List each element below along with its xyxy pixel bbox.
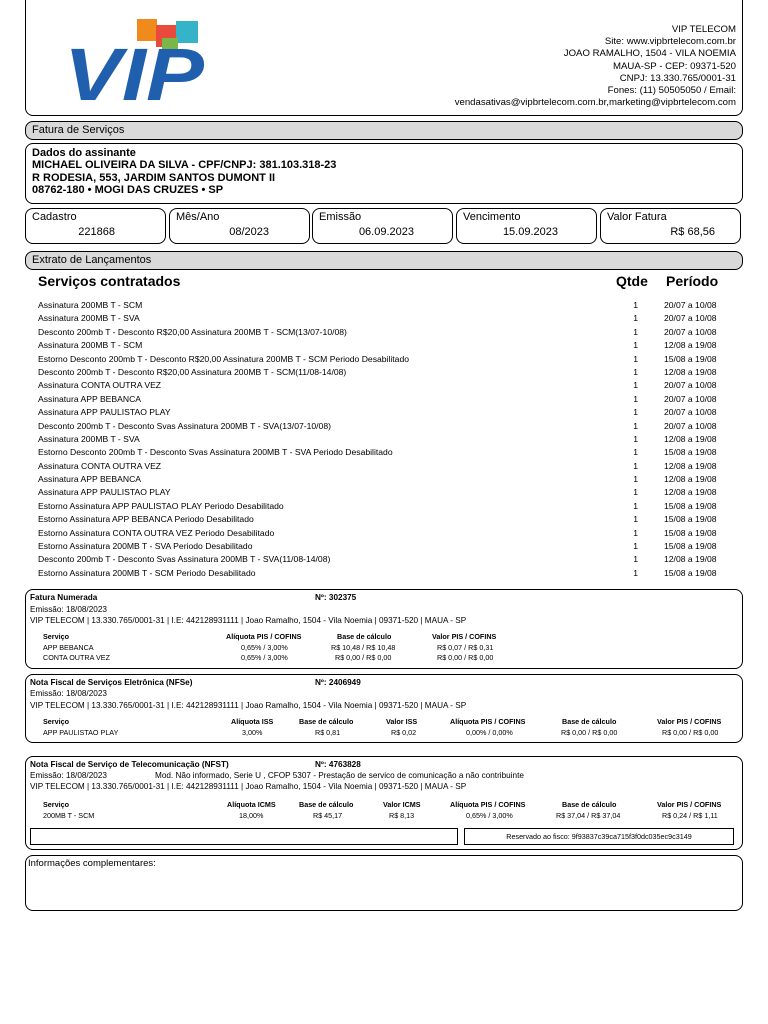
company-name: VIP TELECOM — [671, 24, 736, 35]
summary-label: Mês/Ano — [176, 211, 220, 223]
company-site[interactable]: Site: www.vipbrtelecom.com.br — [604, 36, 736, 48]
cell: R$ 0,00 / R$ 0,00 — [335, 653, 392, 662]
service-row — [38, 433, 728, 446]
info-title: Informações complementares: — [28, 858, 156, 869]
nfse-title: Nota Fiscal de Serviços Eletrônica (NFSe) — [30, 678, 193, 687]
service-row — [38, 567, 728, 580]
service-qty: 1 — [633, 500, 638, 511]
service-period: 20/07 a 10/08 — [664, 393, 717, 404]
service-qty: 1 — [633, 393, 638, 404]
service-qty: 1 — [633, 527, 638, 538]
cell: CONTA OUTRA VEZ — [43, 653, 110, 662]
service-row — [38, 527, 728, 540]
col-header: Valor PIS / COFINS — [657, 717, 722, 726]
cell: 0,65% / 3,00% — [466, 811, 513, 820]
cell: R$ 45,17 — [313, 811, 343, 820]
fatura-numerada-emissao: Emissão: 18/08/2023 — [30, 605, 107, 614]
col-header: Alíquota PIS / COFINS — [226, 632, 302, 641]
nfst-blank-box — [30, 828, 458, 845]
service-period: 15/08 a 19/08 — [664, 447, 717, 458]
cell: R$ 0,07 / R$ 0,31 — [437, 643, 494, 652]
cell: R$ 0,00 / R$ 0,00 — [561, 728, 618, 737]
service-desc: Assinatura APP PAULISTAO PLAY — [38, 407, 171, 418]
fatura-numerada-number: Nº: 302375 — [315, 593, 357, 602]
invoice-section-title: Fatura de Serviços — [25, 121, 743, 140]
nfst-title: Nota Fiscal de Serviço de Telecomunicação (NFST) — [30, 760, 229, 769]
col-header: Base de cálculo — [562, 800, 617, 809]
summary-value: 06.09.2023 — [358, 226, 414, 238]
service-desc: Estorno Desconto 200mb T - Desconto Svas Assinatura 200MB T - SVA Periodo Desabilitado — [38, 447, 393, 458]
service-period: 20/07 a 10/08 — [664, 380, 717, 391]
service-period: 12/08 a 19/08 — [664, 433, 717, 444]
service-qty: 1 — [633, 541, 638, 552]
nfse-box — [25, 674, 743, 743]
statement-section-title: Extrato de Lançamentos — [25, 251, 743, 270]
service-row — [38, 339, 728, 352]
service-row — [38, 500, 728, 513]
col-header: Valor PIS / COFINS — [432, 632, 497, 641]
service-qty: 1 — [633, 340, 638, 351]
service-row — [38, 420, 728, 433]
service-period: 12/08 a 19/08 — [664, 554, 717, 565]
service-row — [38, 446, 728, 459]
service-qty: 1 — [633, 353, 638, 364]
subscriber-city: 08762-180 • MOGI DAS CRUZES • SP — [32, 183, 224, 196]
cell: R$ 8,13 — [389, 811, 415, 820]
nfst-emissao: Emissão: 18/08/2023 — [30, 771, 107, 780]
col-header: Serviço — [43, 800, 69, 809]
service-period: 20/07 a 10/08 — [664, 300, 717, 310]
service-row — [38, 540, 728, 553]
service-qty: 1 — [633, 514, 638, 525]
cell: 18,00% — [239, 811, 264, 820]
service-period: 15/08 a 19/08 — [664, 541, 717, 552]
cell: R$ 0,24 / R$ 1,11 — [662, 811, 718, 820]
service-period: 20/07 a 10/08 — [664, 313, 717, 324]
service-period: 12/08 a 19/08 — [664, 474, 717, 485]
summary-value: R$ 68,56 — [670, 226, 715, 238]
service-desc: Estorno Assinatura CONTA OUTRA VEZ Periodo Desabilitado — [38, 527, 275, 538]
service-period: 12/08 a 19/08 — [664, 460, 717, 471]
fatura-numerada-issuer: VIP TELECOM | 13.330.765/0001-31 | I.E: 442128931111 | Joao Ramalho, 1504 - Vila Noemia | 09371-520 | MAUA - SP — [30, 616, 467, 625]
service-qty: 1 — [633, 487, 638, 498]
summary-value: 15.09.2023 — [502, 226, 558, 238]
company-info — [455, 24, 736, 109]
service-qty: 1 — [633, 474, 638, 485]
col-header: Alíquota ICMS — [227, 800, 276, 809]
service-period: 20/07 a 10/08 — [664, 326, 717, 337]
service-qty: 1 — [633, 407, 638, 418]
cell: 0,00% / 0,00% — [466, 728, 513, 737]
service-row — [38, 326, 728, 339]
subscriber-box — [25, 143, 743, 204]
col-header: Alíquota PIS / COFINS — [450, 800, 526, 809]
subscriber-street: R RODESIA, 553, JARDIM SANTOS DUMONT II — [32, 171, 276, 184]
service-qty: 1 — [633, 554, 638, 565]
service-qty: 1 — [633, 366, 638, 377]
nfst-reserved-box: Reservado ao fisco: 9f93837c39ca715f3f0dc035ec9c3149 — [464, 828, 734, 845]
service-desc: Assinatura APP PAULISTAO PLAY — [38, 487, 171, 498]
service-qty: 1 — [633, 300, 638, 310]
company-address2: MAUA-SP - CEP: 09371-520 — [613, 60, 736, 72]
col-header: Alíquota ISS — [231, 717, 274, 726]
nfst-mod: Mod. Não informado, Serie U , CFOP 5307 - Prestação de servico de comunicação a não contribuinte — [155, 771, 524, 780]
cell: R$ 0,00 / R$ 0,00 — [662, 728, 719, 737]
cell: APP BEBANCA — [43, 643, 94, 652]
summary-label: Emissão — [319, 211, 362, 223]
cell: 0,65% / 3,00% — [241, 643, 288, 652]
service-period: 15/08 a 19/08 — [664, 567, 717, 578]
subscriber-title: Dados do assinante — [32, 147, 136, 159]
service-desc: Estorno Assinatura APP BEBANCA Periodo Desabilitado — [38, 514, 254, 525]
service-row — [38, 393, 728, 406]
company-cnpj: CNPJ: 13.330.765/0001-31 — [619, 72, 736, 84]
fatura-numerada-title: Fatura Numerada — [30, 593, 98, 602]
cell: APP PAULISTAO PLAY — [43, 728, 119, 737]
service-row — [38, 406, 728, 419]
service-desc: Estorno Assinatura 200MB T - SCM Periodo Desabilitado — [38, 567, 256, 578]
service-desc: Estorno Desconto 200mb T - Desconto R$20,00 Assinatura 200MB T - SCM Periodo Desabilitado — [38, 353, 410, 364]
col-header: Base de cálculo — [562, 717, 617, 726]
service-desc: Assinatura APP BEBANCA — [38, 474, 142, 485]
subscriber-name: MICHAEL OLIVEIRA DA SILVA - CPF/CNPJ: 381.103.318-23 — [32, 159, 337, 172]
nfst-issuer: VIP TELECOM | 13.330.765/0001-31 | I.E: 442128931111 | Joao Ramalho, 1504 - Vila Noemia | 09371-520 | MAUA - SP — [30, 782, 467, 791]
cell: R$ 0,00 / R$ 0,00 — [437, 653, 494, 662]
col-header: Valor ISS — [386, 717, 418, 726]
service-qty: 1 — [633, 326, 638, 337]
service-period: 15/08 a 19/08 — [664, 353, 717, 364]
summary-mes-ano — [169, 208, 310, 244]
summary-value: 221868 — [78, 226, 115, 238]
nfse-emissao: Emissão: 18/08/2023 — [30, 689, 107, 698]
summary-cadastro — [25, 208, 166, 244]
service-period: 12/08 a 19/08 — [664, 366, 717, 377]
service-desc: Assinatura CONTA OUTRA VEZ — [38, 460, 162, 471]
services-list — [38, 299, 728, 580]
vip-logo — [62, 16, 207, 104]
service-period: 20/07 a 10/08 — [664, 407, 717, 418]
service-desc: Assinatura CONTA OUTRA VEZ — [38, 380, 162, 391]
service-row — [38, 353, 728, 366]
service-period: 15/08 a 19/08 — [664, 514, 717, 525]
col-header: Base de cálculo — [299, 800, 354, 809]
service-period: 12/08 a 19/08 — [664, 340, 717, 351]
company-address1: JOAO RAMALHO, 1504 - VILA NOEMIA — [563, 48, 736, 60]
period-heading: Período — [666, 273, 719, 289]
cell: 200MB T - SCM — [43, 811, 95, 820]
summary-label: Vencimento — [463, 211, 521, 223]
service-row — [38, 312, 728, 325]
nfse-issuer: VIP TELECOM | 13.330.765/0001-31 | I.E: 442128931111 | Joao Ramalho, 1504 - Vila Noemia | 09371-520 | MAUA - SP — [30, 701, 467, 710]
service-period: 12/08 a 19/08 — [664, 487, 717, 498]
col-header: Base de cálculo — [299, 717, 354, 726]
service-row — [38, 379, 728, 392]
service-row — [38, 366, 728, 379]
service-row — [38, 473, 728, 486]
service-period: 15/08 a 19/08 — [664, 500, 717, 511]
service-desc: Estorno Assinatura APP PAULISTAO PLAY Periodo Desabilitado — [38, 500, 284, 511]
service-row — [38, 553, 728, 566]
service-qty: 1 — [633, 460, 638, 471]
service-desc: Desconto 200mb T - Desconto R$20,00 Assinatura 200MB T - SCM(13/07-10/08) — [38, 326, 347, 337]
nfst-box — [25, 756, 743, 850]
services-heading: Serviços contratados — [38, 273, 181, 289]
nfst-number: Nº: 4763828 — [315, 760, 361, 769]
service-qty: 1 — [633, 380, 638, 391]
col-header: Serviço — [43, 632, 69, 641]
company-phones: Fones: (11) 50505050 / Email: — [607, 85, 736, 97]
cell: R$ 37,04 / R$ 37,04 — [556, 811, 621, 820]
nfse-number: Nº: 2406949 — [315, 678, 361, 687]
summary-emissao — [312, 208, 453, 244]
col-header: Base de cálculo — [337, 632, 392, 641]
service-qty: 1 — [633, 567, 638, 578]
cell: R$ 10,48 / R$ 10,48 — [331, 643, 396, 652]
service-desc: Assinatura APP BEBANCA — [38, 393, 142, 404]
summary-label: Valor Fatura — [607, 211, 667, 223]
summary-value: 08/2023 — [229, 226, 269, 238]
summary-label: Cadastro — [32, 211, 77, 223]
service-period: 15/08 a 19/08 — [664, 527, 717, 538]
qty-heading: Qtde — [616, 273, 648, 289]
service-qty: 1 — [633, 447, 638, 458]
service-desc: Assinatura 200MB T - SCM — [38, 300, 143, 310]
service-period: 20/07 a 10/08 — [664, 420, 717, 431]
service-qty: 1 — [633, 420, 638, 431]
col-header: Alíquota PIS / COFINS — [450, 717, 526, 726]
service-desc: Assinatura 200MB T - SVA — [38, 313, 140, 324]
info-box — [25, 855, 743, 911]
service-desc: Assinatura 200MB T - SVA — [38, 433, 140, 444]
summary-vencimento — [456, 208, 597, 244]
service-desc: Desconto 200mb T - Desconto Svas Assinatura 200MB T - SVA(13/07-10/08) — [38, 420, 331, 431]
company-emails[interactable]: vendasativas@vipbrtelecom.com.br,marketing@vipbrtelecom.com — [454, 97, 736, 109]
service-desc: Desconto 200mb T - Desconto R$20,00 Assinatura 200MB T - SCM(11/08-14/08) — [38, 366, 347, 377]
service-desc: Assinatura 200MB T - SCM — [38, 340, 143, 351]
cell: R$ 0,02 — [391, 728, 417, 737]
cell: 0,65% / 3,00% — [241, 653, 288, 662]
service-row — [38, 460, 728, 473]
logo-text: VIP — [64, 33, 205, 104]
cell: 3,00% — [242, 728, 263, 737]
col-header: Valor ICMS — [383, 800, 421, 809]
col-header: Valor PIS / COFINS — [657, 800, 722, 809]
service-qty: 1 — [633, 433, 638, 444]
cell: R$ 0,81 — [315, 728, 341, 737]
service-row — [38, 299, 728, 312]
fatura-numerada-box — [25, 589, 743, 669]
service-desc: Estorno Assinatura 200MB T - SVA Periodo Desabilitado — [38, 541, 253, 552]
service-row — [38, 486, 728, 499]
service-qty: 1 — [633, 313, 638, 324]
col-header: Serviço — [43, 717, 69, 726]
service-row — [38, 513, 728, 526]
service-desc: Desconto 200mb T - Desconto Svas Assinatura 200MB T - SVA(11/08-14/08) — [38, 554, 331, 565]
summary-valor-fatura — [600, 208, 741, 244]
